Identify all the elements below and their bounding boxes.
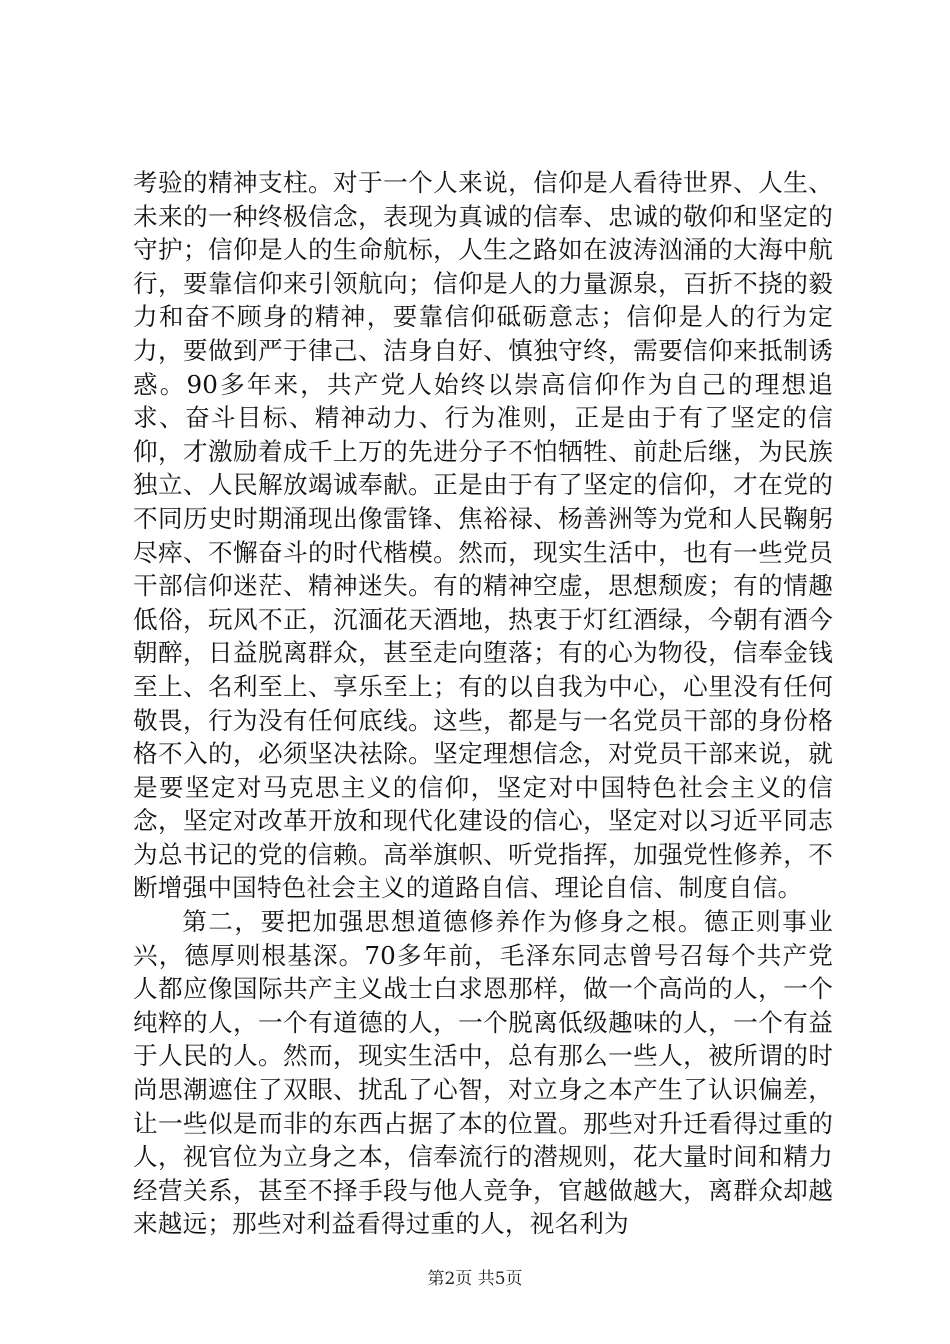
paragraph-second-point: 第二，要把加强思想道德修养作为修身之根。德正则事业兴，德厚则根基深。70多年前，毛泽东同志曾号召每个共产党人都应像国际共产主义战士白求恩那样，做一个高尚的人，一个纯粹的人，一个有道德的人，一个脱离低级趣味的人，一个有益于人民的人。然而，现实生活中，总有那么一些人，被所谓的时尚思潮遮住了双眼、扰乱了心智，对立身之本产生了认识偏差，让一些似是而非的东西占据了本的位置。那些对升迁看得过重的人，视官位为立身之本，信奉流行的潜规则，花大量时间和精力经营关系，甚至不择手段与他人竞争，官越做越大，离群众却越来越远；那些对利益看得过重的人，视名利为 — [133, 907, 833, 1239]
paragraph-continuation: 考验的精神支柱。对于一个人来说，信仰是人看待世界、人生、未来的一种终极信念，表现为真诚的信奉、忠诚的敬仰和坚定的守护；信仰是人的生命航标，人生之路如在波涛汹涌的大海中航行，要靠信仰来引领航向；信仰是人的力量源泉，百折不挠的毅力和奋不顾身的精神，要靠信仰砥砺意志；信仰是人的行为定力，要做到严于律己、洁身自好、慎独守终，需要信仰来抵制诱惑。90多年来，共产党人始终以崇高信仰作为自己的理想追求、奋斗目标、精神动力、行为准则，正是由于有了坚定的信仰，才激励着成千上万的先进分子不怕牺牲、前赴后继，为民族独立、人民解放竭诚奉献。正是由于有了坚定的信仰，才在党的不同历史时期涌现出像雷锋、焦裕禄、杨善洲等为党和人民鞠躬尽瘁、不懈奋斗的时代楷模。然而，现实生活中，也有一些党员干部信仰迷茫、精神迷失。有的精神空虚，思想颓废；有的情趣低俗，玩风不正，沉湎花天酒地，热衷于灯红酒绿，今朝有酒今朝醉，日益脱离群众，甚至走向堕落；有的心为物役，信奉金钱至上、名利至上、享乐至上；有的以自我为中心，心里没有任何敬畏，行为没有任何底线。这些，都是与一名党员干部的身份格格不入的，必须坚决祛除。坚定理想信念，对党员干部来说，就是要坚定对马克思主义的信仰，坚定对中国特色社会主义的信念，坚定对改革开放和现代化建设的信心，坚定对以习近平同志为总书记的党的信赖。高举旗帜、听党指挥，加强党性修养，不断增强中国特色社会主义的道路自信、理论自信、制度自信。 — [133, 168, 833, 903]
document-body — [133, 166, 833, 1241]
page-number-footer: 第2页 共5页 — [427, 1269, 523, 1289]
